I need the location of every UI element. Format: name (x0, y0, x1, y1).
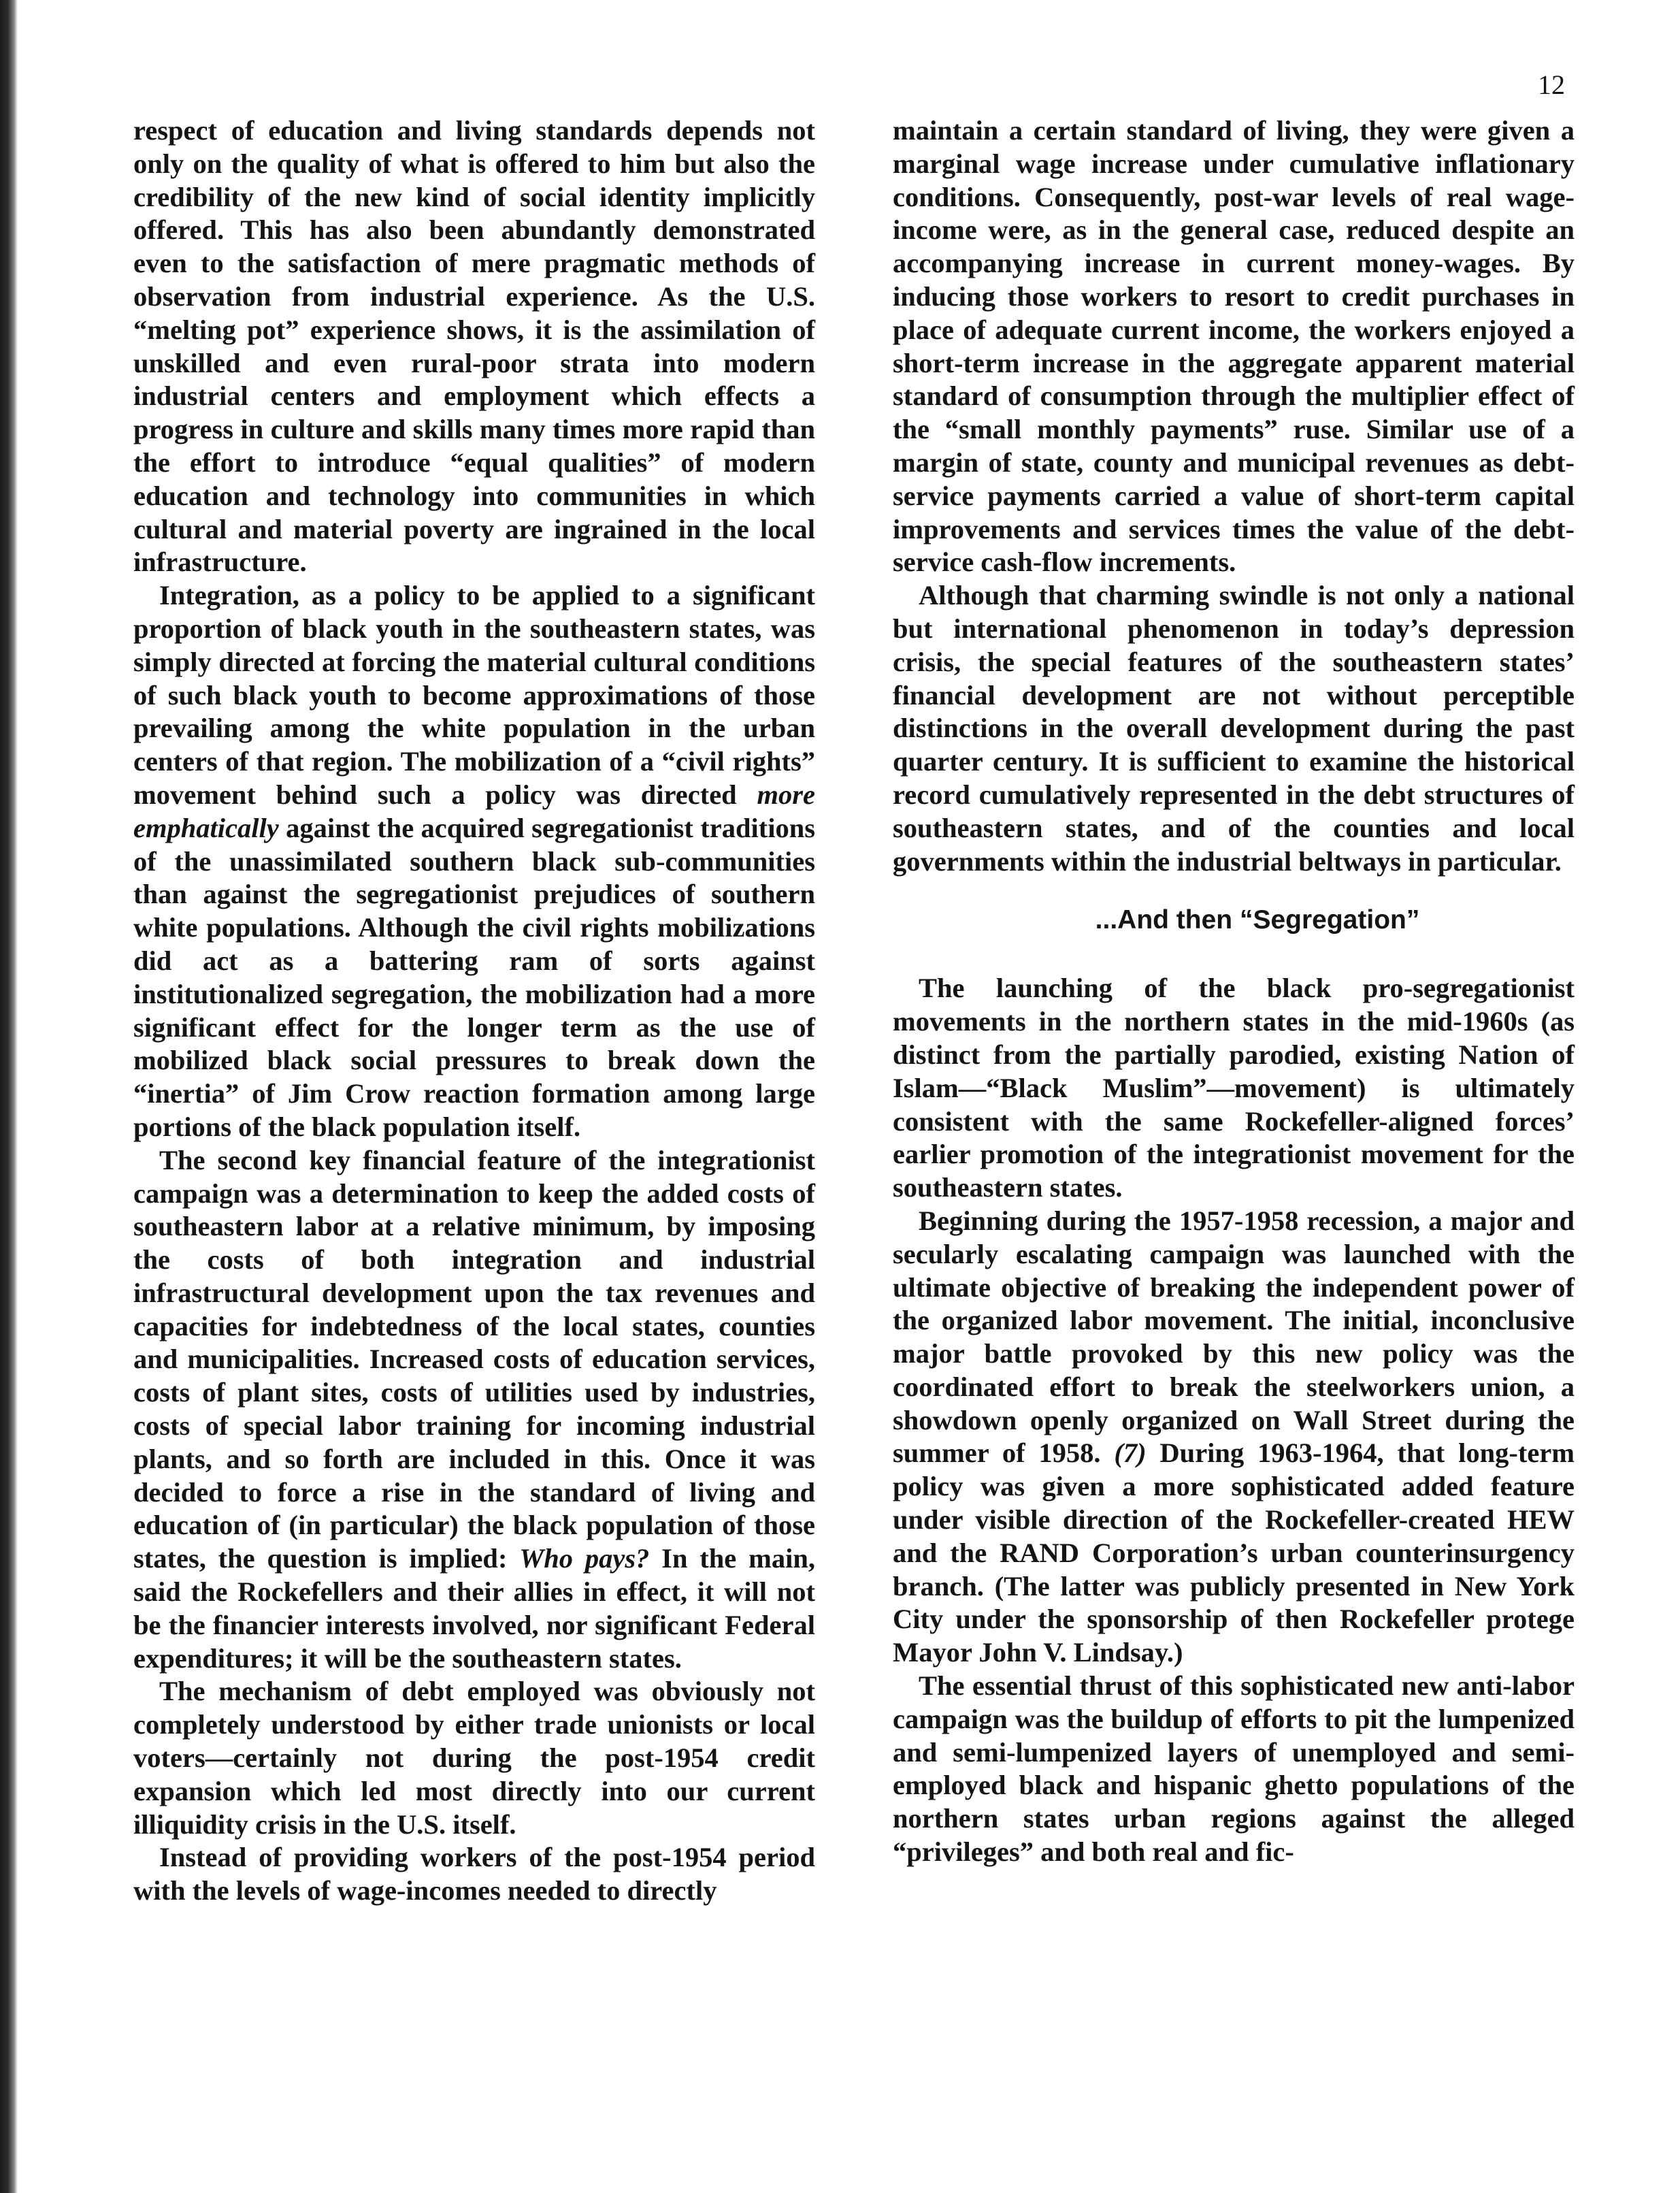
paragraph (893, 1205, 1575, 1670)
text-run: The launching of the black pro-segregationist movements in the northern states in the mid-1960s (as distinct from the partially parodied, existing Nation of Islam—“Black Muslim”—movement) is ultimately consistent with the same Rockefeller-aligned forces’ earlier promotion of the integrationist movement for the southeastern states. (893, 973, 1575, 1203)
right-column (893, 114, 1575, 1869)
text-run: respect of education and living standards depends not only on the quality of what is offered to him but also the credibility of the new kind of social identity implicitly offered. This has also been abundantly demonstrated even to the satisfaction of mere pragmatic methods of observation from industrial experience. As the U.S. “melting pot” experience shows, it is the assimilation of unskilled and even rural-poor strata into modern industrial centers and employment which effects a progress in culture and skills many times more rapid than the effort to introduce “equal qualities” of modern education and technology into communities in which cultural and material poverty are ingrained in the local infrastructure. (133, 115, 815, 578)
paragraph (133, 1841, 815, 1908)
page-number: 12 (1538, 69, 1565, 100)
footnote-reference: (7) (1114, 1437, 1147, 1469)
text-run: Integration, as a policy to be applied to a significant proportion of black youth in the southeastern states, was simply directed at forcing the material cultural conditions of such black youth to become approximations of those prevailing among the white population in the urban centers of that region. The mobilization of a “civil rights” movement behind such a policy was directed (133, 580, 815, 810)
paragraph (133, 1675, 815, 1841)
text-run: The mechanism of debt employed was obviously not completely understood by either trade unionists or local voters—certainly not during the post-1954 credit expansion which led most directly into our current illiquidity crisis in the U.S. itself. (133, 1676, 815, 1840)
paragraph (133, 579, 815, 1144)
paragraph (893, 1670, 1575, 1869)
paragraph (133, 1144, 815, 1676)
section-heading: ...And then “Segregation” (1095, 905, 1420, 935)
paragraph (893, 579, 1575, 878)
paragraph (893, 114, 1575, 579)
scanned-page-edge (0, 0, 18, 2193)
text-run: Although that charming swindle is not only a national but international phenomenon in today’s depression crisis, the special features of the southeastern states’ financial development are not without perceptible distinctions in the overall development during the past quarter century. It is sufficient to examine the historical record cumulatively represented in the debt structures of southeastern states, and of the counties and local governments within the industrial beltways in particular. (893, 580, 1575, 877)
left-column (133, 114, 815, 1908)
emphasis-text: Who pays? (519, 1543, 650, 1574)
text-run: The second key financial feature of the integrationist campaign was a determination to keep the added costs of southeastern labor at a relative minimum, by imposing the costs of both integration and industrial infrastructural development upon the tax revenues and capacities for indebtedness of the local states, counties and municipalities. Increased costs of education services, costs of plant sites, costs of utilities used by industries, costs of special labor training for incoming industrial plants, and so forth are included in this. Once it was decided to force a rise in the standard of living and education of (in particular) the black population of those states, the question is implied: (133, 1144, 815, 1574)
text-run: against the acquired segregationist traditions of the unassimilated southern black sub-communities than against the segregationist prejudices of southern white populations. Although the civil rights mobilizations did act as a battering ram of sorts against institutionalized segregation, the mobilization had a more significant effect for the longer term as the use of mobilized black social pressures to break down the “inertia” of Jim Crow reaction formation among large portions of the black population itself. (133, 812, 815, 1142)
text-run: maintain a certain standard of living, they were given a marginal wage increase under cumulative inflationary conditions. Consequently, post-war levels of real wage-income were, as in the general case, reduced despite an accompanying increase in current money-wages. By inducing those workers to resort to credit purchases in place of adequate current income, the workers enjoyed a short-term increase in the aggregate apparent material standard of consumption through the multiplier effect of the “small monthly payments” ruse. Similar use of a margin of state, county and municipal revenues as debt-service payments carried a value of short-term capital improvements and services times the value of the debt-service cash-flow increments. (893, 115, 1575, 578)
paragraph (893, 972, 1575, 1205)
text-run: In the main, said the Rockefellers and their allies in effect, it will not be the financier interests involved, nor significant Federal expenditures; it will be the southeastern states. (133, 1543, 815, 1674)
text-run: Beginning during the 1957-1958 recession, a major and secularly escalating campaign was launched with the ultimate objective of breaking the independent power of the organized labor movement. The initial, inconclusive major battle provoked by this new policy was the coordinated effort to break the steelworkers union, a showdown openly organized on Wall Street during the summer of 1958. (893, 1205, 1575, 1469)
text-run: Instead of providing workers of the post-1954 period with the levels of wage-incomes needed to directly (133, 1842, 815, 1906)
text-run: During 1963-1964, that long-term policy was given a more sophisticated added feature under visible direction of the Rockefeller-created HEW and the RAND Corporation’s urban counterinsurgency branch. (The latter was publicly presented in New York City under the sponsorship of then Rockefeller protege Mayor John V. Lindsay.) (893, 1437, 1575, 1668)
text-run: The essential thrust of this sophisticated new anti-labor campaign was the buildup of efforts to pit the lumpenized and semi-lumpenized layers of unemployed and semi-employed black and hispanic ghetto populations of the northern states urban regions against the alleged “privileges” and both real and fic- (893, 1670, 1575, 1868)
emphasis-text: more emphatically (133, 779, 815, 843)
paragraph (133, 114, 815, 579)
